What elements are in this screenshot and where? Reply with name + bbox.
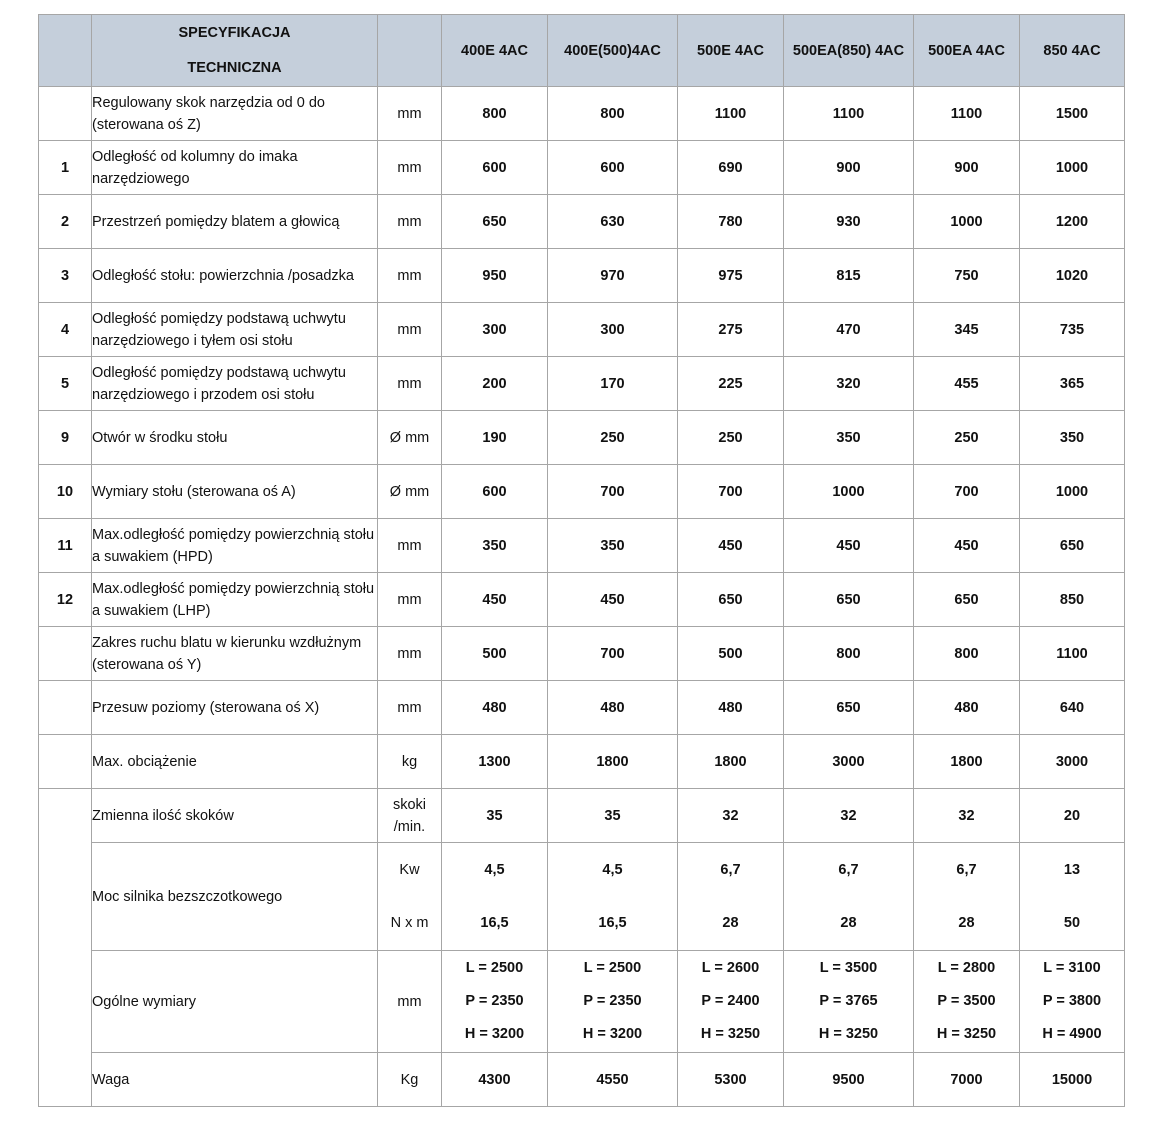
row-description: Zakres ruchu blatu w kierunku wzdłużnym (sterowana oś Y) <box>92 627 378 681</box>
row-description: Odległość stołu: powierzchnia /posadzka <box>92 249 378 303</box>
row-num: 9 <box>39 411 92 465</box>
row-unit: Ø mm <box>378 465 442 519</box>
row-unit: Ø mm <box>378 411 442 465</box>
row-num: 3 <box>39 249 92 303</box>
row-description: Odległość od kolumny do imaka narzędziowego <box>92 141 378 195</box>
row-value: 480 <box>678 681 784 735</box>
row-value: 300 <box>442 303 548 357</box>
motor-power: 13 <box>1063 861 1081 878</box>
row-value: 815 <box>784 249 914 303</box>
row-value: 1000 <box>784 465 914 519</box>
row-num: 12 <box>39 573 92 627</box>
row-value: 900 <box>914 141 1020 195</box>
row-value: 690 <box>678 141 784 195</box>
dim-h: H = 3200 <box>464 1026 525 1043</box>
row-value: 630 <box>548 195 678 249</box>
header-row <box>39 15 1125 87</box>
row-unit: mm <box>378 573 442 627</box>
header-model: 400E(500)4AC <box>548 15 678 87</box>
motor-units <box>378 843 442 951</box>
weight-value: 9500 <box>784 1053 914 1107</box>
dim-h: H = 3250 <box>936 1026 997 1043</box>
header-spec-title <box>92 15 378 87</box>
motor-values <box>442 843 548 951</box>
row-num: 2 <box>39 195 92 249</box>
dim-l: L = 2500 <box>583 959 642 976</box>
row-value: 350 <box>1020 411 1125 465</box>
row-value: 450 <box>442 573 548 627</box>
row-value: 1800 <box>548 735 678 789</box>
table-row <box>39 303 1125 357</box>
row-value: 1000 <box>1020 141 1125 195</box>
row-value: 350 <box>442 519 548 573</box>
motor-torque: 28 <box>840 914 857 931</box>
row-num <box>39 789 92 1107</box>
row-unit: mm <box>378 303 442 357</box>
table-row <box>39 141 1125 195</box>
table-row <box>39 573 1125 627</box>
row-unit: mm <box>378 249 442 303</box>
header-unit-cell <box>378 15 442 87</box>
row-value: 450 <box>548 573 678 627</box>
row-value: 600 <box>442 465 548 519</box>
dimensions-values <box>678 951 784 1053</box>
table-row <box>39 87 1125 141</box>
row-value: 600 <box>548 141 678 195</box>
row-value: 190 <box>442 411 548 465</box>
weight-value: 4300 <box>442 1053 548 1107</box>
dim-l: L = 3500 <box>819 959 878 976</box>
row-value: 800 <box>442 87 548 141</box>
row-unit: mm <box>378 519 442 573</box>
row-value: 1020 <box>1020 249 1125 303</box>
row-value: 20 <box>1020 789 1125 843</box>
row-num <box>39 681 92 735</box>
row-value: 750 <box>914 249 1020 303</box>
motor-power: 6,7 <box>838 861 859 878</box>
row-value: 800 <box>784 627 914 681</box>
dimensions-values <box>784 951 914 1053</box>
dim-p: P = 2350 <box>583 992 642 1009</box>
spec-table <box>38 14 1125 1107</box>
row-value: 1200 <box>1020 195 1125 249</box>
dim-p: P = 3765 <box>819 992 878 1009</box>
weight-value: 7000 <box>914 1053 1020 1107</box>
header-num-cell <box>39 15 92 87</box>
row-value: 300 <box>548 303 678 357</box>
row-value: 450 <box>784 519 914 573</box>
row-unit: mm <box>378 141 442 195</box>
dim-h: H = 3250 <box>818 1026 879 1043</box>
row-value: 450 <box>914 519 1020 573</box>
header-spec-line2: TECHNICZNA <box>187 59 282 76</box>
dimensions-unit: mm <box>378 951 442 1053</box>
row-value: 345 <box>914 303 1020 357</box>
row-description: Max.odległość pomiędzy powierzchnią stołu a suwakiem (HPD) <box>92 519 378 573</box>
row-value: 500 <box>442 627 548 681</box>
row-value: 780 <box>678 195 784 249</box>
row-value: 735 <box>1020 303 1125 357</box>
row-unit: skoki /min. <box>378 789 442 843</box>
weight-value: 4550 <box>548 1053 678 1107</box>
row-value: 1500 <box>1020 87 1125 141</box>
row-num: 5 <box>39 357 92 411</box>
motor-values <box>784 843 914 951</box>
motor-unit-torque: N x m <box>390 914 429 931</box>
motor-torque: 16,5 <box>480 914 509 931</box>
header-model: 850 4AC <box>1020 15 1125 87</box>
header-model: 500E 4AC <box>678 15 784 87</box>
row-unit: mm <box>378 195 442 249</box>
row-value: 35 <box>442 789 548 843</box>
motor-row <box>39 843 1125 951</box>
dim-h: H = 3250 <box>700 1026 761 1043</box>
row-unit: mm <box>378 87 442 141</box>
header-spec-line1: SPECYFIKACJA <box>178 24 291 41</box>
dimensions-values <box>914 951 1020 1053</box>
row-num <box>39 735 92 789</box>
motor-values <box>678 843 784 951</box>
row-value: 3000 <box>1020 735 1125 789</box>
motor-torque: 50 <box>1063 914 1081 931</box>
row-value: 950 <box>442 249 548 303</box>
row-description: Max.odległość pomiędzy powierzchnią stołu a suwakiem (LHP) <box>92 573 378 627</box>
row-num <box>39 87 92 141</box>
row-num <box>39 627 92 681</box>
row-value: 1000 <box>914 195 1020 249</box>
row-value: 1100 <box>1020 627 1125 681</box>
row-value: 35 <box>548 789 678 843</box>
dim-p: P = 3500 <box>937 992 996 1009</box>
row-value: 1000 <box>1020 465 1125 519</box>
row-value: 32 <box>784 789 914 843</box>
row-value: 650 <box>678 573 784 627</box>
dim-l: L = 2600 <box>701 959 760 976</box>
row-value: 275 <box>678 303 784 357</box>
row-value: 970 <box>548 249 678 303</box>
row-value: 600 <box>442 141 548 195</box>
row-description: Przestrzeń pomiędzy blatem a głowicą <box>92 195 378 249</box>
row-value: 365 <box>1020 357 1125 411</box>
row-value: 320 <box>784 357 914 411</box>
motor-torque: 16,5 <box>598 914 627 931</box>
weight-value: 15000 <box>1020 1053 1125 1107</box>
row-value: 650 <box>914 573 1020 627</box>
dim-p: P = 3800 <box>1042 992 1102 1009</box>
table-row <box>39 465 1125 519</box>
table-row <box>39 249 1125 303</box>
row-num: 10 <box>39 465 92 519</box>
row-value: 455 <box>914 357 1020 411</box>
row-value: 480 <box>914 681 1020 735</box>
motor-description: Moc silnika bezszczotkowego <box>92 843 378 951</box>
row-value: 500 <box>678 627 784 681</box>
row-description: Wymiary stołu (sterowana oś A) <box>92 465 378 519</box>
motor-values <box>548 843 678 951</box>
row-value: 200 <box>442 357 548 411</box>
row-value: 800 <box>548 87 678 141</box>
header-model: 500EA(850) 4AC <box>784 15 914 87</box>
row-value: 32 <box>678 789 784 843</box>
row-unit: mm <box>378 681 442 735</box>
row-value: 3000 <box>784 735 914 789</box>
dim-p: P = 2350 <box>465 992 524 1009</box>
motor-power: 6,7 <box>956 861 977 878</box>
dim-h: H = 4900 <box>1042 1026 1102 1043</box>
weight-unit: Kg <box>378 1053 442 1107</box>
dim-h: H = 3200 <box>582 1026 643 1043</box>
table-row <box>39 789 1125 843</box>
motor-unit-power: Kw <box>399 861 420 878</box>
row-value: 32 <box>914 789 1020 843</box>
row-value: 1100 <box>784 87 914 141</box>
row-value: 650 <box>442 195 548 249</box>
row-value: 1800 <box>914 735 1020 789</box>
weight-description: Waga <box>92 1053 378 1107</box>
table-row <box>39 735 1125 789</box>
row-description: Przesuw poziomy (sterowana oś X) <box>92 681 378 735</box>
row-description: Regulowany skok narzędzia od 0 do (sterowana oś Z) <box>92 87 378 141</box>
row-unit: mm <box>378 357 442 411</box>
row-value: 480 <box>442 681 548 735</box>
header-model: 500EA 4AC <box>914 15 1020 87</box>
row-num: 4 <box>39 303 92 357</box>
weight-value: 5300 <box>678 1053 784 1107</box>
dimensions-values <box>442 951 548 1053</box>
row-value: 650 <box>784 681 914 735</box>
dim-p: P = 2400 <box>701 992 760 1009</box>
row-value: 350 <box>548 519 678 573</box>
row-value: 700 <box>548 627 678 681</box>
row-value: 800 <box>914 627 1020 681</box>
row-value: 1800 <box>678 735 784 789</box>
dimensions-values <box>1020 951 1125 1053</box>
row-num: 1 <box>39 141 92 195</box>
table-row <box>39 519 1125 573</box>
table-row <box>39 627 1125 681</box>
row-value: 650 <box>1020 519 1125 573</box>
row-unit: mm <box>378 627 442 681</box>
motor-torque: 28 <box>958 914 975 931</box>
row-value: 900 <box>784 141 914 195</box>
row-value: 700 <box>914 465 1020 519</box>
row-description: Odległość pomiędzy podstawą uchwytu narzędziowego i tyłem osi stołu <box>92 303 378 357</box>
row-value: 700 <box>548 465 678 519</box>
dim-l: L = 3100 <box>1043 959 1101 976</box>
row-description: Max. obciążenie <box>92 735 378 789</box>
row-value: 225 <box>678 357 784 411</box>
row-value: 1300 <box>442 735 548 789</box>
row-value: 1100 <box>914 87 1020 141</box>
row-num: 11 <box>39 519 92 573</box>
dim-l: L = 2800 <box>937 959 996 976</box>
motor-power: 4,5 <box>484 861 505 878</box>
motor-values <box>914 843 1020 951</box>
dimensions-values <box>548 951 678 1053</box>
motor-torque: 28 <box>722 914 739 931</box>
row-value: 250 <box>678 411 784 465</box>
dimensions-row <box>39 951 1125 1053</box>
dimensions-description: Ogólne wymiary <box>92 951 378 1053</box>
table-row <box>39 357 1125 411</box>
motor-power: 4,5 <box>602 861 623 878</box>
row-value: 470 <box>784 303 914 357</box>
header-model: 400E 4AC <box>442 15 548 87</box>
weight-row <box>39 1053 1125 1107</box>
row-unit: kg <box>378 735 442 789</box>
dim-l: L = 2500 <box>465 959 524 976</box>
table-row <box>39 195 1125 249</box>
row-value: 170 <box>548 357 678 411</box>
row-value: 250 <box>914 411 1020 465</box>
row-description: Otwór w środku stołu <box>92 411 378 465</box>
row-value: 930 <box>784 195 914 249</box>
row-description: Zmienna ilość skoków <box>92 789 378 843</box>
row-value: 450 <box>678 519 784 573</box>
row-value: 975 <box>678 249 784 303</box>
row-value: 850 <box>1020 573 1125 627</box>
table-row <box>39 681 1125 735</box>
row-value: 1100 <box>678 87 784 141</box>
row-value: 250 <box>548 411 678 465</box>
row-value: 700 <box>678 465 784 519</box>
row-value: 480 <box>548 681 678 735</box>
table-row <box>39 411 1125 465</box>
motor-power: 6,7 <box>720 861 741 878</box>
row-value: 650 <box>784 573 914 627</box>
motor-values <box>1020 843 1125 951</box>
row-description: Odległość pomiędzy podstawą uchwytu narzędziowego i przodem osi stołu <box>92 357 378 411</box>
row-value: 640 <box>1020 681 1125 735</box>
row-value: 350 <box>784 411 914 465</box>
